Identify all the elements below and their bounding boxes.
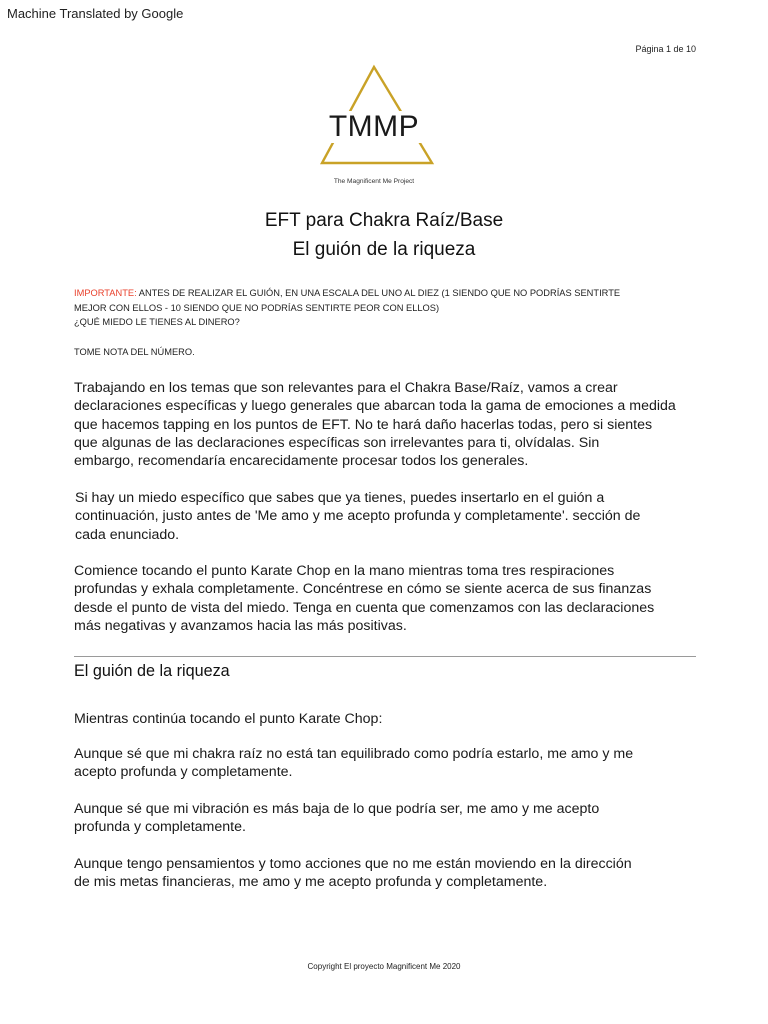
important-text-1: ANTES DE REALIZAR EL GUIÓN, EN UNA ESCALA DEL UNO AL DIEZ (1 SIENDO QUE NO PODRÍAS SENTIRTE [138, 288, 621, 298]
important-label: IMPORTANTE: [74, 288, 137, 298]
statement-line: Aunque sé que mi vibración es más baja de lo que podría ser, me amo y me acepto [74, 801, 600, 817]
paragraph-line: declaraciones específicas y luego generales que abarcan toda la gama de emociones a medida [74, 398, 676, 415]
paragraph-line: continuación, justo antes de 'Me amo y me acepto profunda y completamente'. sección de [75, 508, 641, 525]
intro-paragraph-3 [74, 562, 708, 635]
script-statement-3 [74, 800, 708, 837]
intro-paragraph-1 [74, 379, 708, 470]
important-line-1 [74, 286, 704, 301]
statement-line: Aunque tengo pensamientos y tomo acciones que no me están moviendo en la dirección [74, 856, 632, 872]
paragraph-line: más negativas y avanzamos hacia las más positivas. [74, 617, 407, 634]
important-line-3: ¿QUÉ MIEDO LE TIENES AL DINERO? [74, 317, 240, 328]
statement-line: profunda y completamente. [74, 819, 246, 836]
document-title [0, 206, 768, 264]
paragraph-line: desde el punto de vista del miedo. Tenga en cuenta que comenzamos con las declaraciones [74, 599, 655, 616]
script-statement-4 [74, 855, 708, 892]
paragraph-line: cada enunciado. [75, 526, 180, 543]
important-line-2: MEJOR CON ELLOS - 10 SIENDO QUE NO PODRÍAS SENTIRTE PEOR CON ELLOS) [74, 302, 440, 313]
paragraph-line: embargo, recomendaría encarecidamente procesar todos los generales. [74, 453, 529, 470]
logo-wordmark: TMMP [328, 110, 420, 143]
copyright-footer: Copyright El proyecto Magnificent Me 2020 [307, 962, 461, 971]
paragraph-line: que algunas de las declaraciones específicas son irrelevantes para ti, olvídalas. Sin [74, 434, 600, 451]
note-text: TOME NOTA DEL NÚMERO. [74, 347, 195, 357]
tmmp-logo [318, 62, 438, 190]
script-statement-1 [74, 710, 708, 728]
paragraph-line: Trabajando en los temas que son relevantes para el Chakra Base/Raíz, vamos a crear [74, 380, 618, 396]
intro-paragraph-2 [75, 489, 709, 544]
statement-line: Mientras continúa tocando el punto Karate Chop: [74, 711, 383, 727]
section-divider [74, 656, 696, 657]
paragraph-line: que hacemos tapping en los puntos de EFT. No te hará daño hacerlas todas, pero si sientes [74, 416, 653, 433]
statement-line: acepto profunda y completamente. [74, 764, 293, 781]
logo-tagline: The Magnificent Me Project [333, 178, 415, 185]
paragraph-line: profundas y exhala completamente. Concéntrese en cómo se siente acerca de sus finanzas [74, 581, 652, 598]
page-number: Página 1 de 10 [635, 44, 696, 54]
paragraph-line: Si hay un miedo específico que sabes que ya tienes, puedes insertarlo en el guión a [75, 490, 605, 506]
statement-line: Aunque sé que mi chakra raíz no está tan equilibrado como podría estarlo, me amo y me [74, 746, 634, 762]
important-notice [74, 286, 704, 330]
paragraph-line: Comience tocando el punto Karate Chop en la mano mientras toma tres respiraciones [74, 563, 615, 579]
title-line-1: EFT para Chakra Raíz/Base [264, 210, 504, 231]
logo-triangle-icon [318, 62, 438, 190]
title-line-2: El guión de la riqueza [292, 239, 476, 260]
section-heading: El guión de la riqueza [74, 662, 230, 680]
statement-line: de mis metas financieras, me amo y me acepto profunda y completamente. [74, 874, 548, 891]
machine-translation-banner: Machine Translated by Google [7, 6, 184, 21]
script-statement-2 [74, 745, 708, 782]
